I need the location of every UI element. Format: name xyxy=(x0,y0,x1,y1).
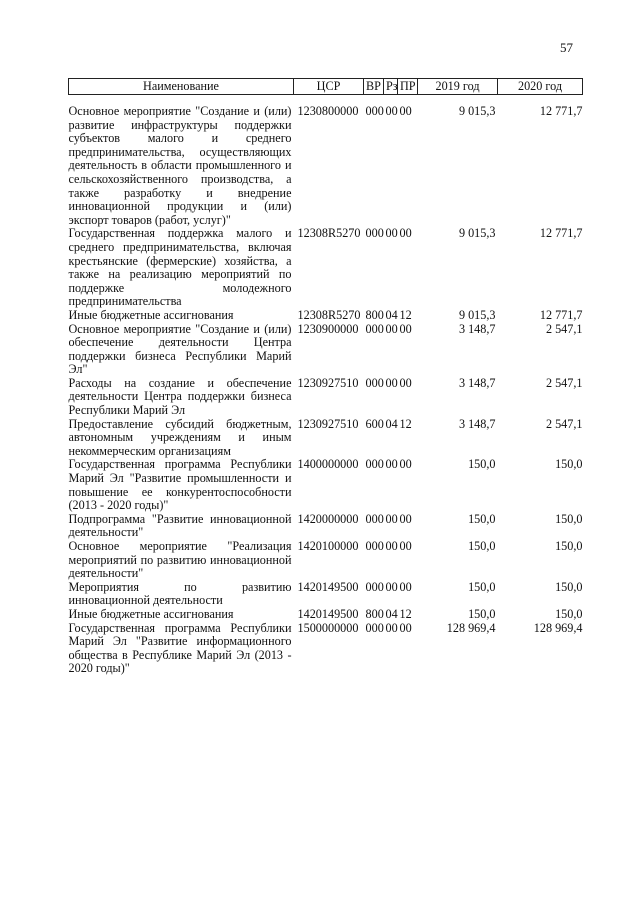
row-2019-value: 150,0 xyxy=(468,539,496,553)
table-row xyxy=(69,540,583,581)
row-name: Государственная программа Республики Марий Эл "Развитие информационного общества в Республике Марий Эл (2013 - 2020 годы)" xyxy=(68,620,292,676)
row-csr: 1230900000 xyxy=(297,321,359,336)
row-2020-value: 12 771,7 xyxy=(539,226,583,241)
table-row xyxy=(69,418,583,459)
header-2020: 2020 год xyxy=(498,79,583,95)
row-2019-value: 150,0 xyxy=(468,511,496,526)
row-pr: 00 xyxy=(399,457,412,472)
header-csr: ЦСР xyxy=(294,79,364,95)
row-2020-value: 12 771,7 xyxy=(539,104,583,118)
row-2019-value: 9 015,3 xyxy=(458,104,496,118)
row-2020-value: 12 771,7 xyxy=(539,307,583,322)
row-2020-value: 150,0 xyxy=(555,606,583,621)
table-row xyxy=(69,227,583,309)
row-vr: 600 xyxy=(365,416,384,431)
row-csr: 1420149500 xyxy=(297,579,359,594)
row-vr: 000 xyxy=(365,104,384,118)
row-rz: 00 xyxy=(385,539,398,553)
table-row xyxy=(69,377,583,418)
row-pr: 00 xyxy=(399,511,412,526)
header-rz: Рз xyxy=(384,79,398,95)
table-row xyxy=(69,95,583,228)
row-rz: 04 xyxy=(385,416,398,431)
row-2019-value: 128 969,4 xyxy=(446,620,496,635)
row-rz: 00 xyxy=(385,579,398,594)
row-name: Основное мероприятие "Реализация мероприятий по развитию инновационной деятельности" xyxy=(68,539,292,581)
row-name: Государственная программа Республики Марий Эл "Развитие промышленности и повышение ее конкурентоспособности (2013 - 2020 годы)" xyxy=(68,457,292,513)
row-2019-value: 150,0 xyxy=(468,579,496,594)
row-vr: 000 xyxy=(365,457,384,472)
row-2020-value: 2 547,1 xyxy=(545,375,583,390)
row-pr: 12 xyxy=(399,416,412,431)
row-name: Иные бюджетные ассигнования xyxy=(68,606,234,621)
row-name: Основное мероприятие "Создание и (или) развитие инфраструктуры поддержки субъектов малого и среднего предпринимательства, осуществляющих деятельность в области промышленного и сельскохозяйственного производства, а также разработку и внедрение инновационной продукции и (или) экспорт товаров (работ, услуг)" xyxy=(68,104,292,227)
row-2019-value: 9 015,3 xyxy=(458,307,496,322)
row-rz: 00 xyxy=(385,226,398,241)
row-csr: 1420000000 xyxy=(297,511,359,526)
row-2019-value: 3 148,7 xyxy=(458,375,496,390)
row-rz: 04 xyxy=(385,606,398,621)
row-pr: 00 xyxy=(399,579,412,594)
row-pr: 00 xyxy=(399,104,412,118)
table-row xyxy=(69,513,583,540)
row-vr: 000 xyxy=(365,321,384,336)
row-pr: 00 xyxy=(399,539,412,553)
budget-table xyxy=(68,78,583,676)
row-2019-value: 3 148,7 xyxy=(458,321,496,336)
row-2020-value: 128 969,4 xyxy=(533,620,583,635)
row-2020-value: 150,0 xyxy=(555,539,583,553)
row-name: Мероприятия по развитию инновационной деятельности xyxy=(68,579,292,608)
row-2019-value: 9 015,3 xyxy=(458,226,496,241)
row-pr: 00 xyxy=(399,375,412,390)
row-2019-value: 150,0 xyxy=(468,606,496,621)
header-vr: ВР xyxy=(364,79,384,95)
row-csr: 1230800000 xyxy=(297,104,359,118)
table-row xyxy=(69,581,583,608)
row-vr: 000 xyxy=(365,511,384,526)
row-2019-value: 150,0 xyxy=(468,457,496,472)
row-2020-value: 150,0 xyxy=(555,457,583,472)
row-name: Государственная поддержка малого и среднего предпринимательства, включая крестьянские (фермерские) хозяйства, а также на реализацию мероприятий по поддержке молодежного предпринимательства xyxy=(68,226,292,309)
row-pr: 12 xyxy=(399,606,412,621)
table-row xyxy=(69,309,583,323)
header-2019: 2019 год xyxy=(418,79,498,95)
table-body xyxy=(69,95,583,676)
row-vr: 000 xyxy=(365,539,384,553)
row-vr: 000 xyxy=(365,620,384,635)
row-vr: 800 xyxy=(365,307,384,322)
row-2020-value: 150,0 xyxy=(555,579,583,594)
row-pr: 00 xyxy=(399,226,412,241)
row-csr: 1420149500 xyxy=(297,606,359,621)
row-rz: 00 xyxy=(385,511,398,526)
table-row xyxy=(69,622,583,676)
table-row xyxy=(69,458,583,512)
row-vr: 000 xyxy=(365,579,384,594)
row-rz: 00 xyxy=(385,321,398,336)
table-row xyxy=(69,608,583,622)
row-rz: 04 xyxy=(385,307,398,322)
row-2019-value: 3 148,7 xyxy=(458,416,496,431)
row-vr: 000 xyxy=(365,226,384,241)
table-header xyxy=(69,79,583,95)
row-2020-value: 2 547,1 xyxy=(545,321,583,336)
row-name: Подпрограмма "Развитие инновационной деятельности" xyxy=(68,511,292,540)
row-2020-value: 2 547,1 xyxy=(545,416,583,431)
row-rz: 00 xyxy=(385,457,398,472)
row-csr: 1230927510 xyxy=(297,375,359,390)
row-csr: 1500000000 xyxy=(297,620,359,635)
row-vr: 000 xyxy=(365,375,384,390)
row-csr: 1420100000 xyxy=(297,539,359,553)
table-row xyxy=(69,323,583,377)
row-2020-value: 150,0 xyxy=(555,511,583,526)
row-vr: 800 xyxy=(365,606,384,621)
row-pr: 12 xyxy=(399,307,412,322)
row-rz: 00 xyxy=(385,104,398,118)
row-name: Иные бюджетные ассигнования xyxy=(68,307,234,322)
page-number: 57 xyxy=(560,40,573,55)
row-csr: 12308R5270 xyxy=(297,226,361,241)
header-name: Наименование xyxy=(69,79,294,95)
row-name: Основное мероприятие "Создание и (или) обеспечение деятельности Центра поддержки бизнеса Республики Марий Эл" xyxy=(68,321,292,377)
row-pr: 00 xyxy=(399,620,412,635)
row-rz: 00 xyxy=(385,620,398,635)
row-csr: 12308R5270 xyxy=(297,307,361,322)
header-pr: ПР xyxy=(398,79,418,95)
row-rz: 00 xyxy=(385,375,398,390)
row-name: Расходы на создание и обеспечение деятельности Центра поддержки бизнеса Республики Марий Эл xyxy=(68,375,292,418)
row-csr: 1400000000 xyxy=(297,457,359,472)
row-name: Предоставление субсидий бюджетным, автономным учреждениям и иным некоммерческим организациям xyxy=(68,416,292,458)
row-pr: 00 xyxy=(399,321,412,336)
row-csr: 1230927510 xyxy=(297,416,359,431)
